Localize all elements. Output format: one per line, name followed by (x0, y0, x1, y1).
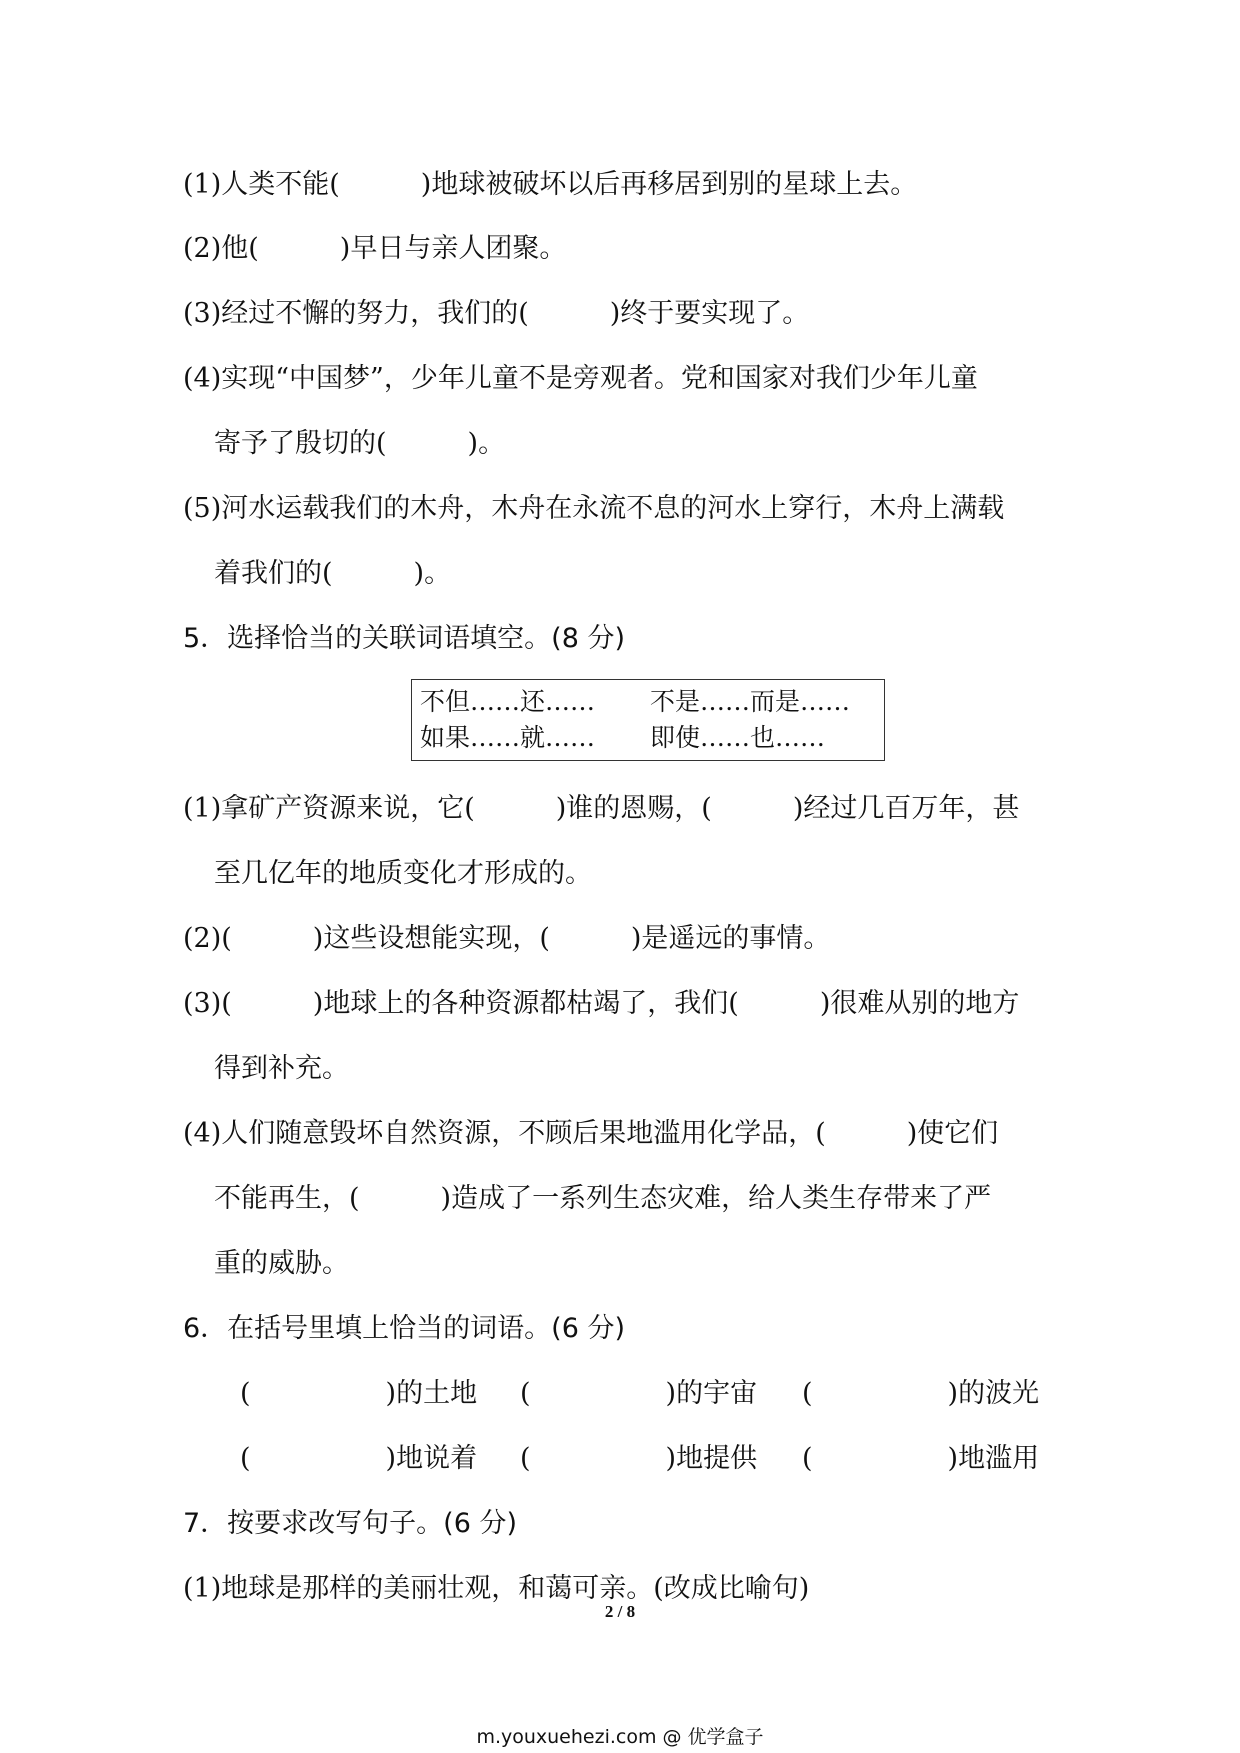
footer-watermark: m.youxuehezi.com @ 优学盒子 (476, 1726, 764, 1748)
conjunction-word-box (411, 679, 885, 761)
word-pair-4: 即使……也…… (650, 723, 826, 752)
q4-item-5-cont: 着我们的( )。 (214, 558, 452, 589)
page-number: 2 / 8 (604, 1602, 636, 1621)
word-pair-3: 如果……就…… (420, 723, 596, 752)
q6-blank-2: ( )的宇宙 (520, 1378, 758, 1409)
q4-item-5: (5)河水运载我们的木舟，木舟在永流不息的河水上穿行，木舟上满载 (183, 493, 1005, 524)
q5-item-1-cont: 至几亿年的地质变化才形成的。 (214, 858, 592, 889)
q4-item-3: (3)经过不懈的努力，我们的( )终于要实现了。 (183, 298, 810, 329)
q5-item-3-cont: 得到补充。 (214, 1053, 349, 1084)
word-pair-1: 不但……还…… (420, 687, 596, 716)
q5-item-3: (3)( )地球上的各种资源都枯竭了，我们( )很难从别的地方 (183, 988, 1020, 1019)
q5-heading: 5．选择恰当的关联词语填空。(8 分) (183, 623, 626, 654)
word-pair-2: 不是……而是…… (650, 687, 851, 716)
q5-item-4: (4)人们随意毁坏自然资源，不顾后果地滥用化学品，( )使它们 (183, 1118, 999, 1149)
q5-item-4-cont2: 重的威胁。 (214, 1248, 349, 1279)
q4-item-2: (2)他( )早日与亲人团聚。 (183, 233, 567, 264)
q4-item-4-cont: 寄予了殷切的( )。 (214, 428, 506, 459)
q7-item-1: (1)地球是那样的美丽壮观，和蔼可亲。(改成比喻句) (183, 1573, 810, 1604)
q6-blank-5: ( )地提供 (520, 1443, 758, 1474)
q6-blank-3: ( )的波光 (802, 1378, 1040, 1409)
q6-blank-4: ( )地说着 (240, 1443, 478, 1474)
q6-blank-1: ( )的土地 (240, 1378, 478, 1409)
q7-heading: 7．按要求改写句子。(6 分) (183, 1508, 518, 1539)
q4-item-1: (1)人类不能( )地球被破坏以后再移居到别的星球上去。 (183, 169, 918, 200)
q5-item-4-cont: 不能再生，( )造成了一系列生态灾难，给人类生存带来了严 (214, 1183, 992, 1214)
q5-item-1: (1)拿矿产资源来说，它( )谁的恩赐，( )经过几百万年，甚 (183, 793, 1020, 824)
q6-heading: 6．在括号里填上恰当的词语。(6 分) (183, 1313, 626, 1344)
q4-item-4: (4)实现“中国梦”，少年儿童不是旁观者。党和国家对我们少年儿童 (183, 363, 978, 394)
q5-item-2: (2)( )这些设想能实现，( )是遥远的事情。 (183, 923, 831, 954)
q6-blank-6: ( )地滥用 (802, 1443, 1040, 1474)
